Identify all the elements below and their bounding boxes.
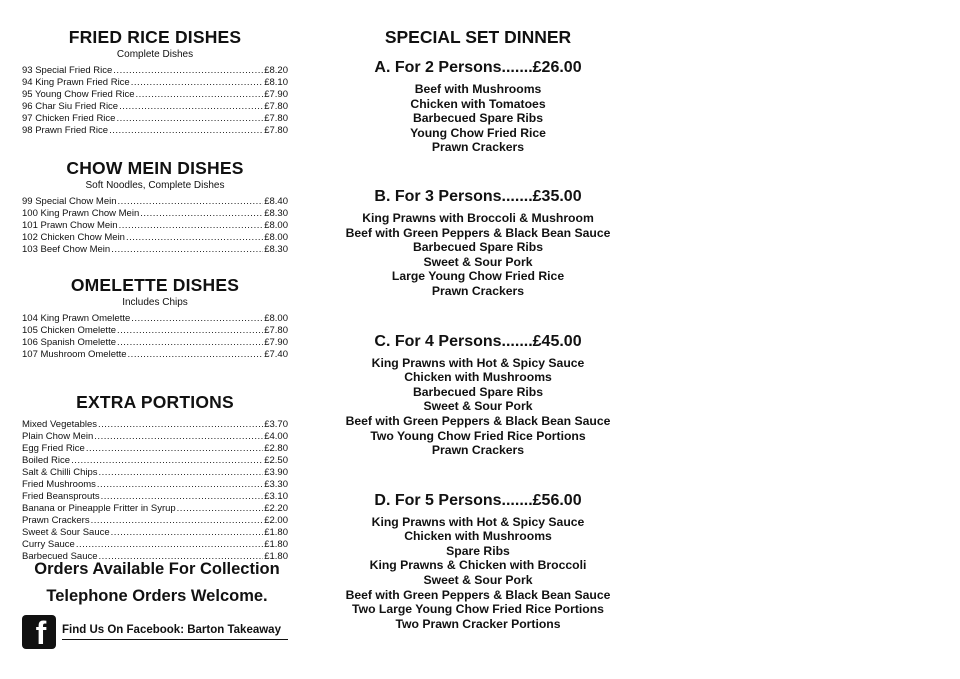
facebook-text: Find Us On Facebook: Barton Takeaway — [62, 624, 288, 640]
menu-item — [22, 101, 288, 113]
menu-item — [22, 431, 288, 443]
set-dish: Beef with Green Peppers & Black Bean Sauce — [345, 413, 611, 428]
left-column — [22, 26, 288, 651]
menu-item — [22, 515, 288, 527]
menu-item-price: £1.80 — [264, 551, 288, 562]
set-dish: Barbecued Spare Ribs — [412, 240, 544, 255]
menu-item — [22, 539, 288, 551]
dot-leader — [109, 125, 263, 137]
menu-item — [22, 443, 288, 455]
dot-leader — [117, 337, 263, 349]
menu-item-name: Curry Sauce — [22, 539, 75, 550]
menu-item — [22, 479, 288, 491]
menu-item-name: 97 Chicken Fried Rice — [22, 113, 116, 124]
omelette-title: OMELETTE DISHES — [70, 275, 240, 295]
set-dish: King Prawns & Chicken with Broccoli — [369, 558, 587, 573]
set-d-items — [330, 515, 626, 632]
menu-item-price: £2.20 — [264, 503, 288, 514]
menu-item-price: £4.00 — [264, 431, 288, 442]
menu-item-name: Sweet & Sour Sauce — [22, 527, 110, 538]
dot-leader — [117, 325, 263, 337]
menu-item-price: £8.00 — [264, 232, 288, 243]
facebook-glyph: f — [35, 615, 47, 651]
menu-item — [22, 527, 288, 539]
dot-leader — [97, 479, 263, 491]
menu-item-name: Prawn Crackers — [22, 515, 90, 526]
menu-item — [22, 89, 288, 101]
set-b-heading: B. For 3 Persons.......£35.00 — [374, 187, 582, 205]
set-dish: Sweet & Sour Pork — [423, 254, 533, 269]
set-dish: Prawn Crackers — [431, 283, 525, 298]
dot-leader — [71, 455, 263, 467]
dot-leader — [98, 419, 263, 431]
menu-item — [22, 419, 288, 431]
set-c-block — [330, 332, 626, 458]
facebook-row[interactable] — [22, 614, 288, 650]
menu-item-price: £3.70 — [264, 419, 288, 430]
extra-portions-title: EXTRA PORTIONS — [76, 392, 234, 412]
dot-leader — [76, 539, 263, 551]
menu-item-price: £7.80 — [264, 325, 288, 336]
menu-item — [22, 467, 288, 479]
set-dish: Prawn Crackers — [431, 443, 525, 458]
omelette-list — [22, 313, 288, 361]
dot-leader — [136, 89, 264, 101]
menu-item-price: £8.40 — [264, 196, 288, 207]
set-b-block — [330, 187, 626, 299]
set-d-heading: D. For 5 Persons.......£56.00 — [374, 491, 582, 509]
fried-rice-list — [22, 65, 288, 137]
set-c-items — [330, 356, 626, 458]
menu-item-price: £2.00 — [264, 515, 288, 526]
menu-item-price: £7.40 — [264, 349, 288, 360]
menu-item-price: £3.90 — [264, 467, 288, 478]
set-d-block — [330, 491, 626, 632]
set-dinner-title: SPECIAL SET DINNER — [384, 27, 572, 47]
menu-item-name: 102 Chicken Chow Mein — [22, 232, 125, 243]
facebook-icon[interactable] — [22, 615, 56, 649]
dot-leader — [177, 503, 264, 515]
menu-item-name: Mixed Vegetables — [22, 419, 97, 430]
menu-item-name: 98 Prawn Fried Rice — [22, 125, 109, 136]
menu-item-price: £7.80 — [264, 113, 288, 124]
fried-rice-section — [22, 26, 288, 137]
set-dish: King Prawns with Broccoli & Mushroom — [362, 210, 594, 225]
set-dish: Beef with Mushrooms — [414, 82, 542, 96]
dot-leader — [86, 443, 263, 455]
menu-item — [22, 125, 288, 137]
menu-item-name: Plain Chow Mein — [22, 431, 94, 442]
dot-leader — [119, 101, 263, 113]
right-column — [330, 26, 626, 631]
menu-item-price: £2.80 — [264, 443, 288, 454]
menu-item-price: £8.10 — [264, 77, 288, 88]
menu-item-name: Fried Beansprouts — [22, 491, 100, 502]
menu-item-price: £7.90 — [264, 337, 288, 348]
telephone-orders-text: Telephone Orders Welcome. — [46, 587, 268, 605]
menu-item — [22, 503, 288, 515]
set-dish: Chicken with Mushrooms — [404, 529, 552, 544]
menu-item-price: £8.30 — [264, 244, 288, 255]
menu-item-name: 93 Special Fried Rice — [22, 65, 113, 76]
set-a-heading: A. For 2 Persons.......£26.00 — [374, 59, 582, 76]
dot-leader — [126, 232, 263, 244]
chow-mein-title: CHOW MEIN DISHES — [66, 158, 244, 178]
menu-item-name: Boiled Rice — [22, 455, 71, 466]
menu-item-name: 96 Char Siu Fried Rice — [22, 101, 119, 112]
set-b-items — [330, 211, 626, 299]
menu-item-name: Egg Fried Rice — [22, 443, 85, 454]
chow-mein-section — [22, 157, 288, 256]
menu-item-name: 103 Beef Chow Mein — [22, 244, 111, 255]
menu-item-price: £8.20 — [264, 65, 288, 76]
menu-item-name: 107 Mushroom Omelette — [22, 349, 127, 360]
dot-leader — [111, 527, 264, 539]
menu-item — [22, 65, 288, 77]
menu-item-name: Fried Mushrooms — [22, 479, 96, 490]
set-dish: Two Prawn Cracker Portions — [395, 616, 561, 631]
menu-item — [22, 113, 288, 125]
dot-leader — [118, 196, 264, 208]
set-dish: King Prawns with Hot & Spicy Sauce — [371, 514, 585, 529]
menu-item-price: £2.50 — [264, 455, 288, 466]
menu-item-price: £1.80 — [264, 539, 288, 550]
set-dish: Young Chow Fried Rice — [410, 125, 546, 140]
dot-leader — [101, 491, 264, 503]
menu-item — [22, 337, 288, 349]
omelette-section — [22, 274, 288, 361]
menu-item-name: 95 Young Chow Fried Rice — [22, 89, 135, 100]
set-dish: Barbecued Spare Ribs — [412, 111, 544, 126]
dot-leader — [99, 467, 264, 479]
dot-leader — [94, 431, 263, 443]
set-dish: King Prawns with Hot & Spicy Sauce — [371, 355, 585, 370]
menu-item — [22, 325, 288, 337]
dot-leader — [140, 208, 263, 220]
set-dish: Prawn Crackers — [431, 140, 525, 155]
menu-item — [22, 491, 288, 503]
set-dish: Spare Ribs — [446, 543, 510, 558]
dot-leader — [131, 313, 263, 325]
menu-item — [22, 77, 288, 89]
dot-leader — [116, 113, 263, 125]
set-a-items — [330, 82, 626, 155]
extra-portions-section — [22, 391, 288, 563]
menu-item-name: Banana or Pineapple Fritter in Syrup — [22, 503, 176, 514]
dot-leader — [119, 220, 264, 232]
set-dish: Large Young Chow Fried Rice — [391, 269, 565, 284]
menu-item-price: £7.90 — [264, 89, 288, 100]
chow-mein-list — [22, 196, 288, 256]
menu-item-price: £1.80 — [264, 527, 288, 538]
set-dish: Chicken with Tomatoes — [410, 96, 546, 111]
dot-leader — [91, 515, 264, 527]
dot-leader — [131, 77, 264, 89]
set-dish: Beef with Green Peppers & Black Bean Sauce — [345, 587, 611, 602]
set-dish: Chicken with Mushrooms — [404, 370, 552, 385]
menu-item-price: £7.80 — [264, 125, 288, 136]
set-dish: Sweet & Sour Pork — [423, 573, 533, 588]
menu-item-name: 105 Chicken Omelette — [22, 325, 116, 336]
menu-item — [22, 349, 288, 361]
menu-item-name: 99 Special Chow Mein — [22, 196, 117, 207]
orders-collection-text: Orders Available For Collection — [34, 560, 280, 578]
set-dish: Sweet & Sour Pork — [423, 399, 533, 414]
menu-item-name: 104 King Prawn Omelette — [22, 313, 131, 324]
menu-item-name: 94 King Prawn Fried Rice — [22, 77, 130, 88]
fried-rice-subtitle: Complete Dishes — [116, 49, 194, 60]
dot-leader — [113, 65, 263, 77]
dot-leader — [111, 244, 263, 256]
menu-item — [22, 244, 288, 256]
chow-mein-subtitle: Soft Noodles, Complete Dishes — [85, 180, 225, 191]
set-c-heading: C. For 4 Persons.......£45.00 — [374, 332, 582, 350]
menu-item-price: £8.30 — [264, 208, 288, 219]
menu-item-price: £3.10 — [264, 491, 288, 502]
menu-item — [22, 220, 288, 232]
set-a-block — [330, 58, 626, 155]
menu-item-price: £3.30 — [264, 479, 288, 490]
omelette-subtitle: Includes Chips — [122, 297, 188, 308]
menu-item-name: 101 Prawn Chow Mein — [22, 220, 118, 231]
menu-item-name: 100 King Prawn Chow Mein — [22, 208, 140, 219]
extra-portions-list — [22, 419, 288, 563]
menu-item — [22, 196, 288, 208]
menu-item — [22, 232, 288, 244]
menu-item — [22, 208, 288, 220]
menu-item-price: £7.80 — [264, 101, 288, 112]
set-dish: Two Young Chow Fried Rice Portions — [370, 428, 586, 443]
menu-item-name: Barbecued Sauce — [22, 551, 98, 562]
set-dish: Beef with Green Peppers & Black Bean Sauce — [345, 225, 611, 240]
fried-rice-title: FRIED RICE DISHES — [68, 27, 242, 47]
menu-item-name: Salt & Chilli Chips — [22, 467, 98, 478]
dot-leader — [128, 349, 264, 361]
menu-item-name: 106 Spanish Omelette — [22, 337, 117, 348]
set-dish: Two Large Young Chow Fried Rice Portions — [352, 602, 604, 617]
menu-item-price: £8.00 — [264, 220, 288, 231]
menu-item-price: £8.00 — [264, 313, 288, 324]
menu-item — [22, 455, 288, 467]
menu-item — [22, 313, 288, 325]
set-dish: Barbecued Spare Ribs — [412, 384, 544, 399]
